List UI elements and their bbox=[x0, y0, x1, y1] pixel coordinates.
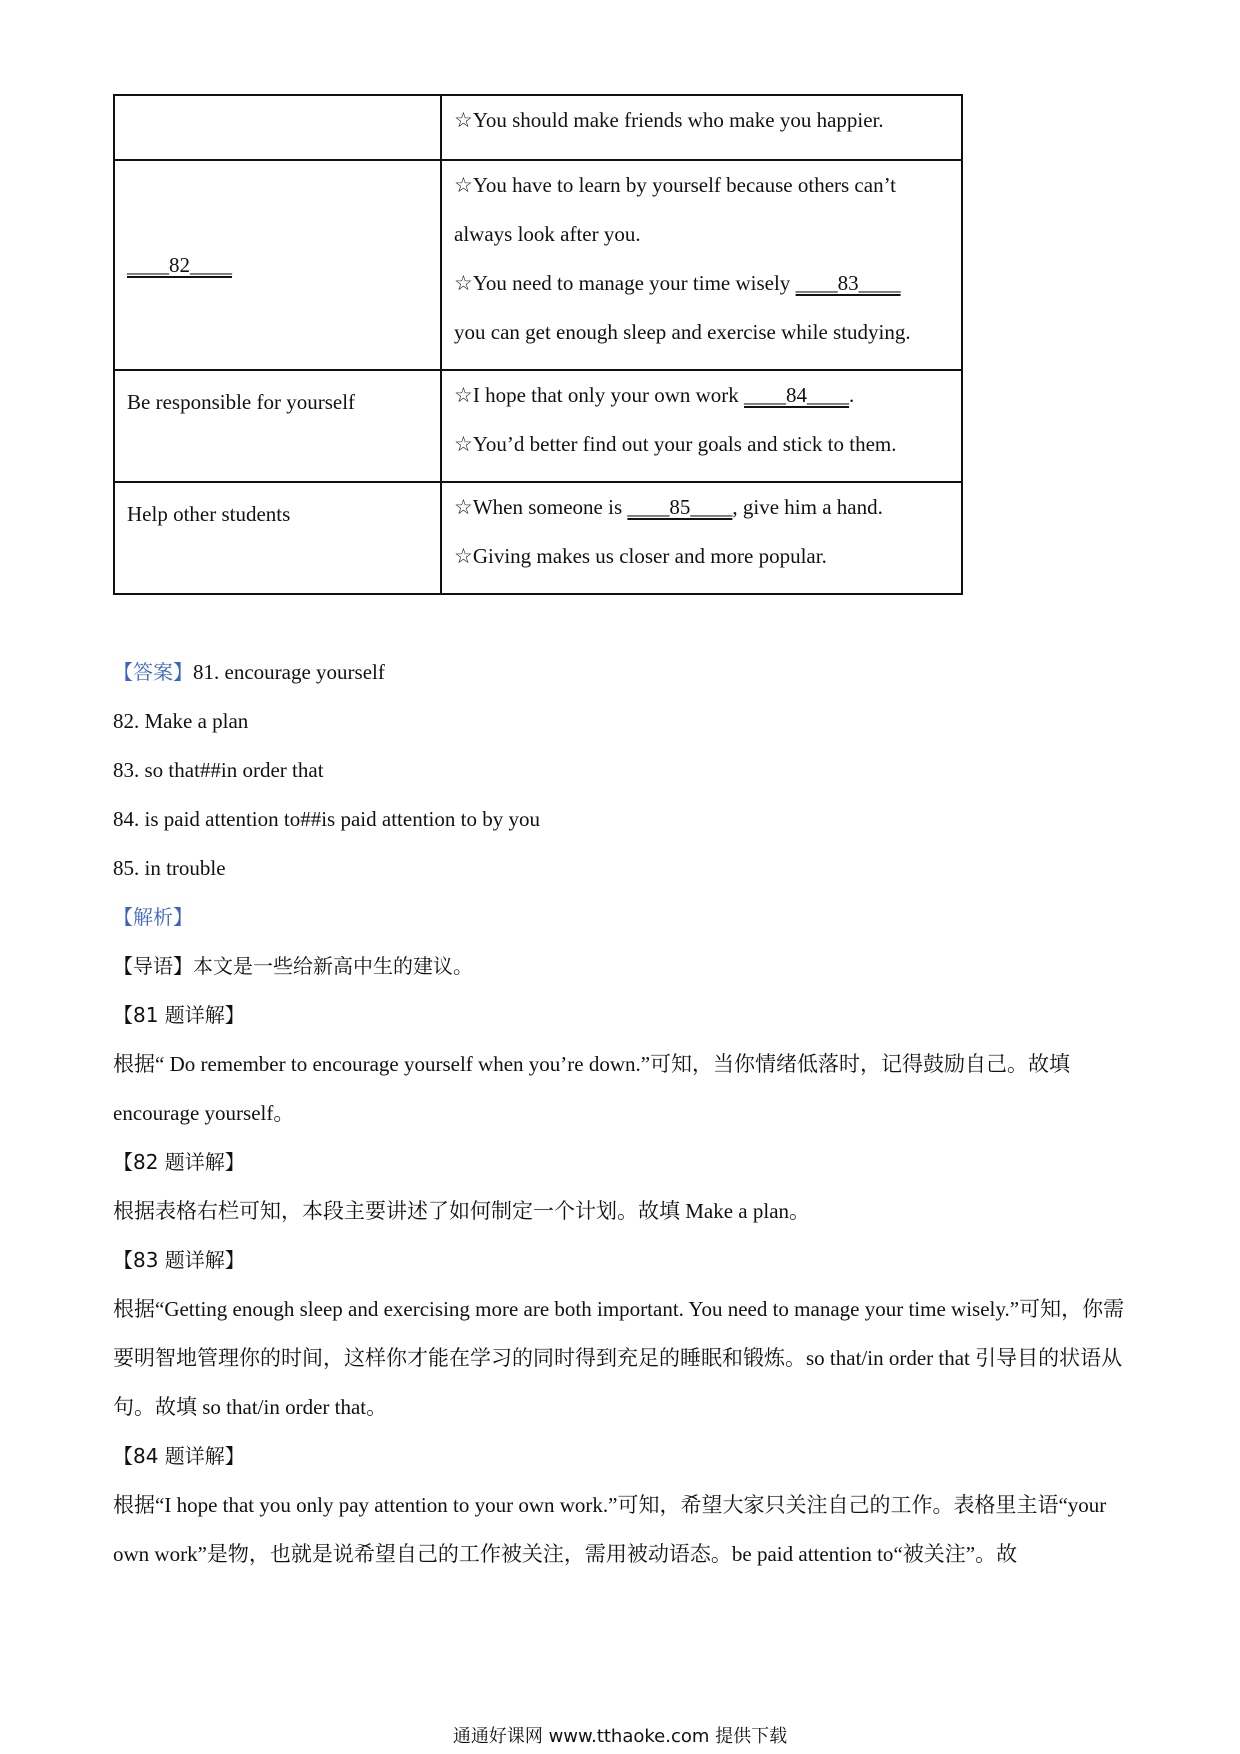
table-cell-right bbox=[441, 160, 962, 370]
row3-left-text: Be responsible for yourself bbox=[127, 390, 356, 414]
row2-right-line4: you can get enough sleep and exercise while studying. bbox=[454, 320, 911, 344]
row3-right-line1 bbox=[442, 371, 961, 420]
row2-line3-text: ☆You need to manage your time wisely bbox=[454, 271, 796, 295]
page-footer: 通通好课网 www.tthaoke.com 提供下载 bbox=[452, 1726, 788, 1747]
answer-81-line bbox=[113, 648, 1133, 697]
q82-text: 根据表格右栏可知，本段主要讲述了如何制定一个计划。故填 Make a plan。 bbox=[113, 1199, 811, 1223]
answer-83: 83. so that##in order that bbox=[113, 758, 324, 782]
table-cell-left bbox=[114, 370, 441, 482]
answer-85: 85. in trouble bbox=[113, 856, 226, 880]
q81-text: 根据“ Do remember to encourage yourself when you’re down.”可知，当你情绪低落时，记得鼓励自己。故填 encourage yourself。 bbox=[113, 1052, 1071, 1125]
table-cell-right bbox=[441, 370, 962, 482]
table-cell-right bbox=[441, 482, 962, 594]
row4-left-text: Help other students bbox=[127, 502, 291, 526]
blank-82: ____82____ bbox=[127, 253, 232, 277]
row3-line1-text: ☆I hope that only your own work bbox=[454, 383, 745, 407]
answer-tag: 【答案】 bbox=[113, 660, 193, 684]
table-cell-right bbox=[441, 95, 962, 160]
row1-right-line1: ☆You should make friends who make you happier. bbox=[454, 108, 884, 132]
blank-83: ____83____ bbox=[795, 271, 901, 295]
row4-right-line2: ☆Giving makes us closer and more popular. bbox=[454, 544, 827, 568]
answer-81: 81. encourage yourself bbox=[193, 660, 385, 684]
row2-right-line1: ☆You have to learn by yourself because others can’t bbox=[454, 173, 897, 197]
row3-right-line2: ☆You’d better find out your goals and stick to them. bbox=[454, 432, 897, 456]
q83-text: 根据“Getting enough sleep and exercising more are both important. You need to manage your time wisely.”可知，你需要明智地管理你的时间，这样你才能在学习的同时得到充足的睡眠和锻炼。so that/in order that 引导目的状语从句。故填 so that/in order that。 bbox=[113, 1297, 1125, 1419]
q83-heading: 【83 题详解】 bbox=[113, 1248, 245, 1272]
table-row bbox=[114, 482, 962, 594]
table-cell-left bbox=[114, 95, 441, 160]
q82-heading: 【82 题详解】 bbox=[113, 1150, 245, 1174]
blank-85: ____85____ bbox=[627, 495, 733, 519]
row4-line1-text: ☆When someone is bbox=[454, 495, 628, 519]
q84-text: 根据“I hope that you only pay attention to your own work.”可知，希望大家只关注自己的工作。表格里主语“your own work”是物，也就是说希望自己的工作被关注，需用被动语态。be paid attention to“被关注”。故 bbox=[113, 1493, 1107, 1566]
row2-right-line3 bbox=[442, 259, 961, 308]
table-cell-left bbox=[114, 482, 441, 594]
blank-84: ____84____ bbox=[744, 383, 850, 407]
q81-heading: 【81 题详解】 bbox=[113, 1003, 245, 1027]
q84-heading: 【84 题详解】 bbox=[113, 1444, 245, 1468]
row3-line1-post: . bbox=[849, 383, 855, 407]
table-row bbox=[114, 95, 962, 160]
answer-84: 84. is paid attention to##is paid attention to by you bbox=[113, 807, 540, 831]
analysis-tag: 【解析】 bbox=[113, 905, 193, 929]
table-row bbox=[114, 160, 962, 370]
row2-right-line2: always look after you. bbox=[454, 222, 641, 246]
row4-line1-post: , give him a hand. bbox=[732, 495, 883, 519]
answer-82: 82. Make a plan bbox=[113, 709, 249, 733]
question-table bbox=[113, 94, 963, 595]
table-row bbox=[114, 370, 962, 482]
table-cell-left bbox=[114, 160, 441, 370]
row1-left-text bbox=[115, 96, 440, 112]
analysis-intro: 【导语】本文是一些给新高中生的建议。 bbox=[113, 954, 473, 978]
row4-right-line1 bbox=[442, 483, 961, 532]
answer-analysis-section bbox=[113, 648, 1133, 1579]
